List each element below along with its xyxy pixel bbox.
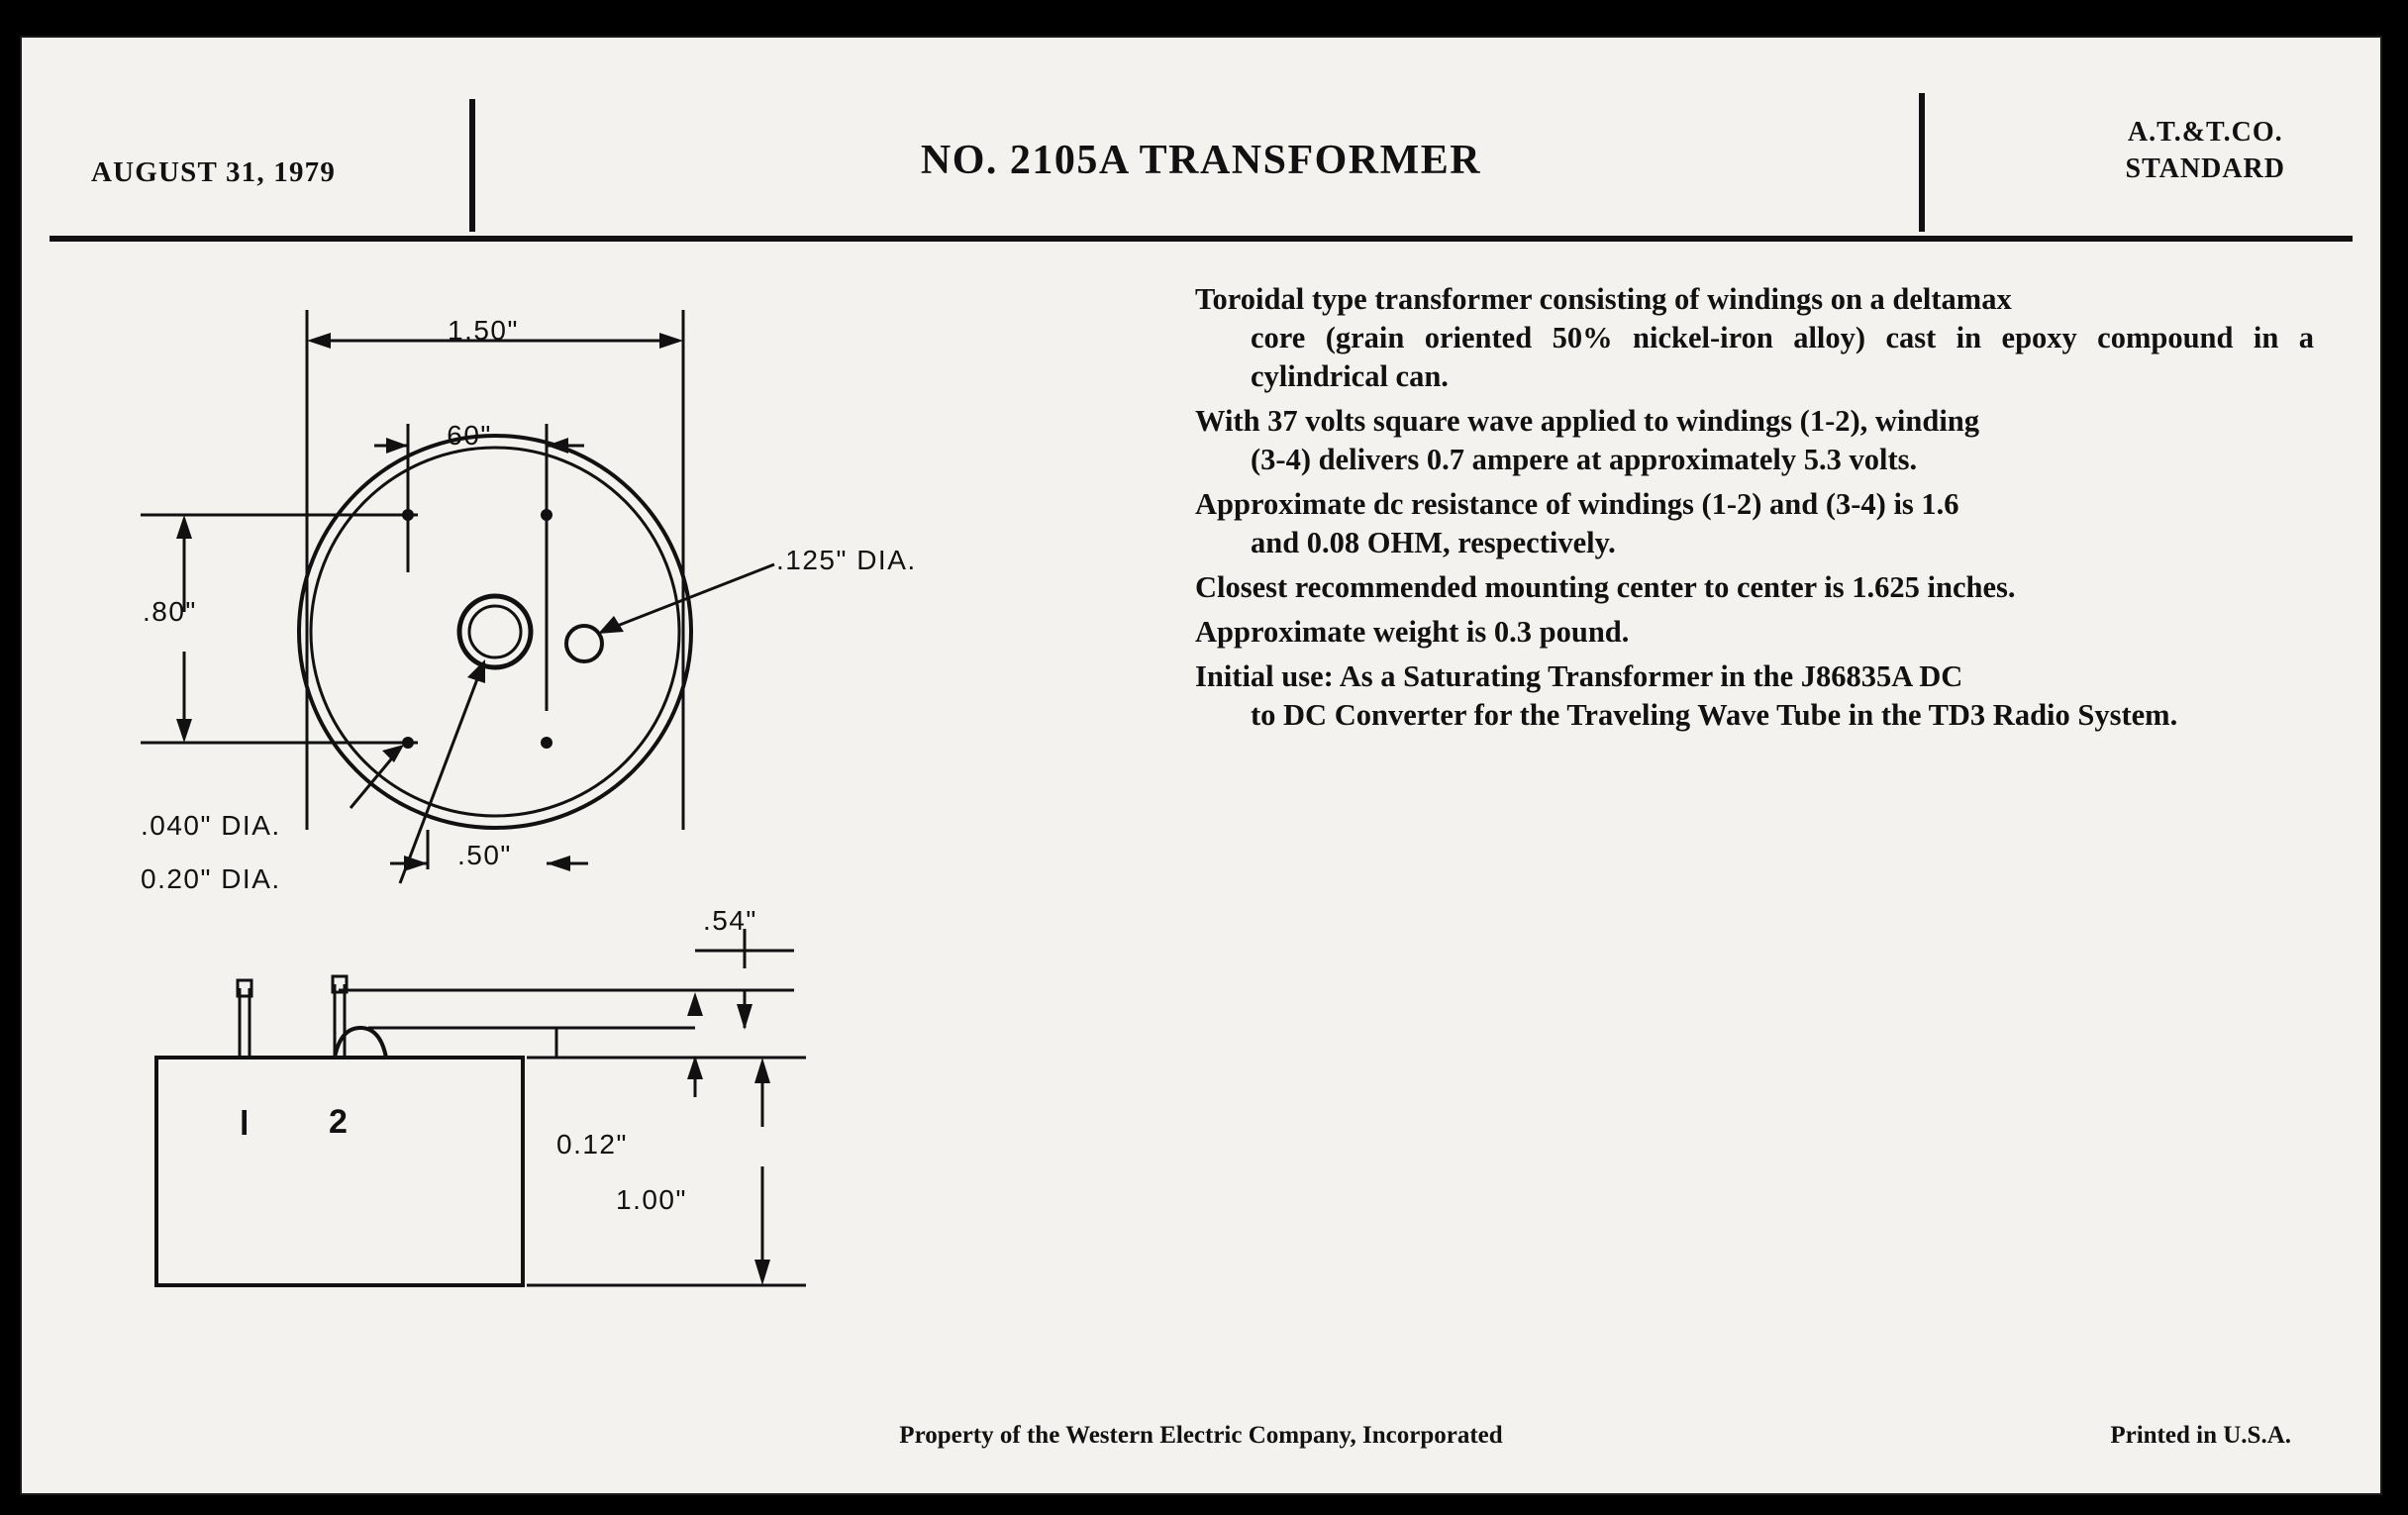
footer-printed: Printed in U.S.A. [2110,1422,2291,1449]
spec-paragraph [1195,485,2314,562]
header-date: AUGUST 31, 1979 [91,156,337,188]
page-header [22,38,2380,236]
spec-text: Approximate dc resistance of windings (1-2) and (3-4) is 1.6 [1195,487,1959,522]
header-rule [50,236,2353,242]
pin-label-2: 2 [329,1103,348,1141]
header-standard-block [2126,115,2286,188]
page-title: NO. 2105A TRANSFORMER [920,138,1482,183]
spec-text: Toroidal type transformer consisting of windings on a deltamax [1195,282,2012,316]
spec-text-cont: and 0.08 OHM, respectively. [1251,526,1616,560]
header-company: A.T.&T.CO. [2127,117,2283,148]
spec-text: Initial use: As a Saturating Transformer in the J86835A DC [1195,659,1963,694]
specification-list [1195,280,2314,741]
dim-012: 0.12" [556,1129,628,1160]
dim-54: .54" [703,905,757,936]
callout-125-dia: .125" DIA. [776,545,917,575]
callout-020-dia: 0.20" DIA. [141,863,281,894]
callout-040-dia: .040" DIA. [141,810,281,841]
spec-text-cont: core (grain oriented 50% nickel-iron alloy) cast in epoxy compound in a cylindrical can. [1251,321,2314,394]
spec-paragraph [1195,568,2314,607]
document-page [22,38,2380,1493]
header-divider-right [1919,93,1925,232]
spec-paragraph [1195,280,2314,396]
dim-height: .80" [143,596,197,627]
spec-text: Closest recommended mounting center to center is 1.625 inches. [1195,570,2016,605]
spec-paragraph [1195,402,2314,479]
spec-text-cont: to DC Converter for the Traveling Wave Tube in the TD3 Radio System. [1251,698,2178,733]
spec-text-cont: (3-4) delivers 0.7 ampere at approximately 5.3 volts. [1251,443,1918,477]
footer-property: Property of the Western Electric Company, Incorporated [899,1422,1503,1449]
dim-hole-spacing: .60" [438,420,492,451]
header-standard: STANDARD [2125,152,2285,184]
pin-label-1: l [240,1105,250,1143]
engineering-drawing [141,275,1141,1355]
dim-overall-width: 1.50" [448,315,519,346]
dim-bottom-spacing: .50" [457,840,512,870]
spec-paragraph [1195,657,2314,735]
spec-text: With 37 volts square wave applied to windings (1-2), winding [1195,404,1980,439]
spec-paragraph [1195,613,2314,652]
dim-100: 1.00" [616,1184,687,1215]
spec-text: Approximate weight is 0.3 pound. [1195,615,1630,650]
